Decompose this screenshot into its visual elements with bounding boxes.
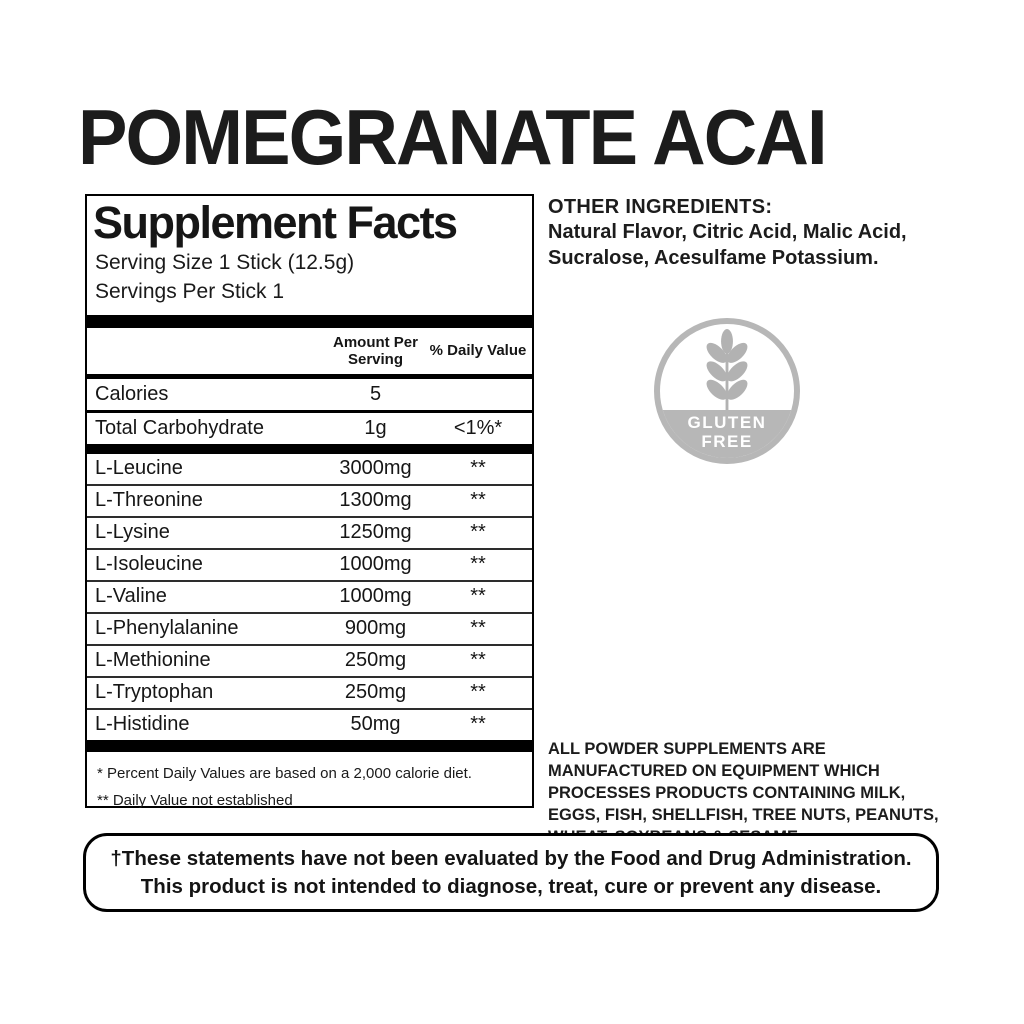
nutrient-daily-value: ** <box>470 489 486 512</box>
nutrient-daily-value: ** <box>470 457 486 480</box>
nutrient-amount: 1000mg <box>339 585 412 608</box>
nutrient-amount: 900mg <box>344 617 407 640</box>
nutrient-daily-value: ** <box>470 617 486 640</box>
nutrient-amount: 1250mg <box>339 521 412 544</box>
table-row <box>87 582 532 612</box>
nutrient-name: L-Methionine <box>95 649 211 672</box>
nutrient-daily-value: ** <box>470 713 486 736</box>
gluten-free-label-line2: FREE <box>701 432 753 452</box>
divider-bar-bottom <box>87 740 532 752</box>
table-row <box>87 614 532 644</box>
nutrient-amount: 250mg <box>344 681 407 704</box>
nutrient-daily-value: <1%* <box>453 416 503 439</box>
serving-size: Serving Size 1 Stick (12.5g) <box>95 251 355 274</box>
table-row <box>87 710 532 740</box>
nutrient-name: L-Threonine <box>95 489 203 512</box>
column-header-daily-value: % Daily Value <box>429 342 527 360</box>
divider-bar-top <box>87 315 532 328</box>
nutrient-name: L-Histidine <box>95 713 190 736</box>
fda-disclaimer-box <box>83 833 939 912</box>
supplement-facts-panel <box>85 194 534 808</box>
table-row <box>87 454 532 484</box>
table-row <box>87 550 532 580</box>
nutrient-name: L-Leucine <box>95 457 183 480</box>
nutrient-name: Total Carbohydrate <box>95 416 264 439</box>
nutrient-amount: 1300mg <box>339 489 412 512</box>
gluten-free-badge <box>654 318 800 464</box>
allergen-statement: ALL POWDER SUPPLEMENTS ARE MANUFACTURED ON EQUIPMENT WHICH PROCESSES PRODUCTS CONTAINING MILK, EGGS, FISH, SHELLFISH, TREE NUTS, PEANUTS, <box>548 740 939 825</box>
footnote-not-established: ** Daily Value not established <box>97 792 293 810</box>
nutrient-daily-value: ** <box>470 521 486 544</box>
supplement-facts-heading: Supplement Facts <box>93 197 457 248</box>
table-row <box>87 678 532 708</box>
table-row <box>87 413 532 444</box>
product-title: POMEGRANATE ACAI <box>78 93 826 181</box>
nutrient-daily-value: ** <box>470 649 486 672</box>
fda-disclaimer-line2: This product is not intended to diagnose, treat, cure or prevent any disease. <box>140 874 882 898</box>
table-row <box>87 646 532 676</box>
gluten-free-label-line1: GLUTEN <box>687 413 767 432</box>
nutrient-amount: 5 <box>369 382 382 405</box>
table-header-row <box>87 328 532 374</box>
nutrient-amount: 250mg <box>344 649 407 672</box>
nutrient-amount: 1000mg <box>339 553 412 576</box>
table-row <box>87 486 532 516</box>
table-row <box>87 379 532 410</box>
nutrient-amount: 3000mg <box>339 457 412 480</box>
nutrient-name: L-Phenylalanine <box>95 617 239 640</box>
nutrient-daily-value: ** <box>470 681 486 704</box>
other-ingredients-heading: OTHER INGREDIENTS: <box>548 196 773 218</box>
footnotes <box>87 752 532 811</box>
table-row <box>87 518 532 548</box>
gluten-free-band <box>660 410 794 458</box>
nutrient-daily-value: ** <box>470 585 486 608</box>
nutrient-daily-value: ** <box>470 553 486 576</box>
nutrient-name: L-Lysine <box>95 521 170 544</box>
servings-per-stick: Servings Per Stick 1 <box>95 279 285 303</box>
column-header-amount: Amount Per Serving <box>332 333 418 368</box>
wheat-icon <box>695 328 759 414</box>
nutrient-amount: 50mg <box>350 713 401 736</box>
nutrient-name: L-Valine <box>95 585 167 608</box>
footnote-daily-values: * Percent Daily Values are based on a 2,000 calorie diet. <box>97 764 472 782</box>
nutrient-amount: 1g <box>364 416 387 439</box>
fda-disclaimer-line1: †These statements have not been evaluated by the Food and Drug Administration. <box>110 846 912 870</box>
nutrient-name: L-Isoleucine <box>95 553 203 576</box>
divider-bar-middle <box>87 444 532 454</box>
other-ingredients-list: Natural Flavor, Citric Acid, Malic Acid, Sucralose, Acesulfame Potassium. <box>548 221 907 270</box>
nutrient-name: Calories <box>95 382 169 405</box>
other-ingredients-section <box>548 196 960 272</box>
nutrient-name: L-Tryptophan <box>95 681 214 704</box>
